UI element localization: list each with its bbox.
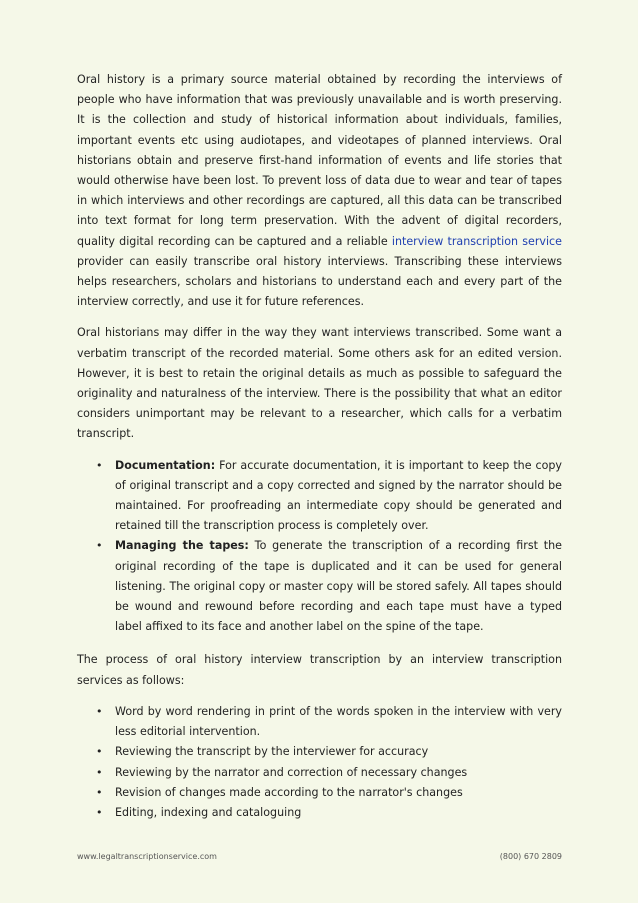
bullet-text: To generate the transcription of a recording first the original recording of the tape is duplicated and it can be used for general listening. The original copy or master copy will be stored safely. All tapes should be wound and rewound before recording and each tape must have a typed label affixed to its face and another label on the spine of the tape. bbox=[115, 539, 562, 634]
paragraph-process-intro: The process of oral history interview transcription by an interview transcription services as follows: bbox=[77, 653, 562, 687]
bullet-text: For accurate documentation, it is important to keep the copy of original transcript and a copy corrected and signed by the narrator should be maintained. For proofreading an intermediate copy should be generated and retained till the transcription process is completely over. bbox=[115, 458, 562, 533]
list-item: • Revision of changes made according to the narrator's changes bbox=[77, 783, 562, 803]
footer-website-link[interactable]: www.legaltranscriptionservice.com bbox=[77, 852, 217, 861]
bullet-list-process-steps bbox=[77, 702, 562, 823]
list-item: • Reviewing the transcript by the interviewer for accuracy bbox=[77, 742, 562, 762]
document-body bbox=[77, 70, 562, 834]
list-item bbox=[77, 536, 562, 637]
list-item: • Reviewing by the narrator and correction of necessary changes bbox=[77, 763, 562, 783]
paragraph-transcript-types: Oral historians may differ in the way they want interviews transcribed. Some want a verbatim transcript of the recorded material. Some others ask for an edited version. However, it is best to retain the original details as much as possible to safeguard the originality and naturalness of the interview. There is the possibility that what an editor considers unimportant may be relevant to a researcher, which calls for a verbatim transcript. bbox=[77, 326, 562, 441]
bullet-term: Documentation: bbox=[115, 458, 216, 472]
bullet-list-key-practices bbox=[77, 456, 562, 638]
list-item: • Word by word rendering in print of the words spoken in the interview with very less editorial intervention. bbox=[77, 702, 562, 742]
paragraph-intro bbox=[77, 70, 562, 312]
paragraph-intro-text-2: provider can easily transcribe oral history interviews. Transcribing these interviews helps researchers, scholars and historians to understand each and every part of the interview correctly, and use it for future references. bbox=[77, 254, 562, 309]
bullet-term: Managing the tapes: bbox=[115, 539, 249, 553]
footer-phone: (800) 670 2809 bbox=[499, 852, 562, 861]
interview-transcription-service-link[interactable]: interview transcription service bbox=[391, 234, 562, 248]
list-item: • Editing, indexing and cataloguing bbox=[77, 803, 562, 823]
list-item bbox=[77, 456, 562, 537]
page-footer bbox=[77, 852, 562, 861]
paragraph-intro-text-1: Oral history is a primary source material obtained by recording the interviews of people who have information that was previously unavailable and is worth preserving. It is the collection and study of historical information about individuals, families, important events etc using audiotapes, and videotapes of planned interviews. Oral historians obtain and preserve first-hand information of events and life stories that would otherwise have been lost. To prevent loss of data due to wear and tear of tapes in which interviews and other recordings are captured, all this data can be transcribed into text format for long term preservation. With the advent of digital recorders, quality digital recording can be captured and a reliable bbox=[77, 73, 562, 248]
